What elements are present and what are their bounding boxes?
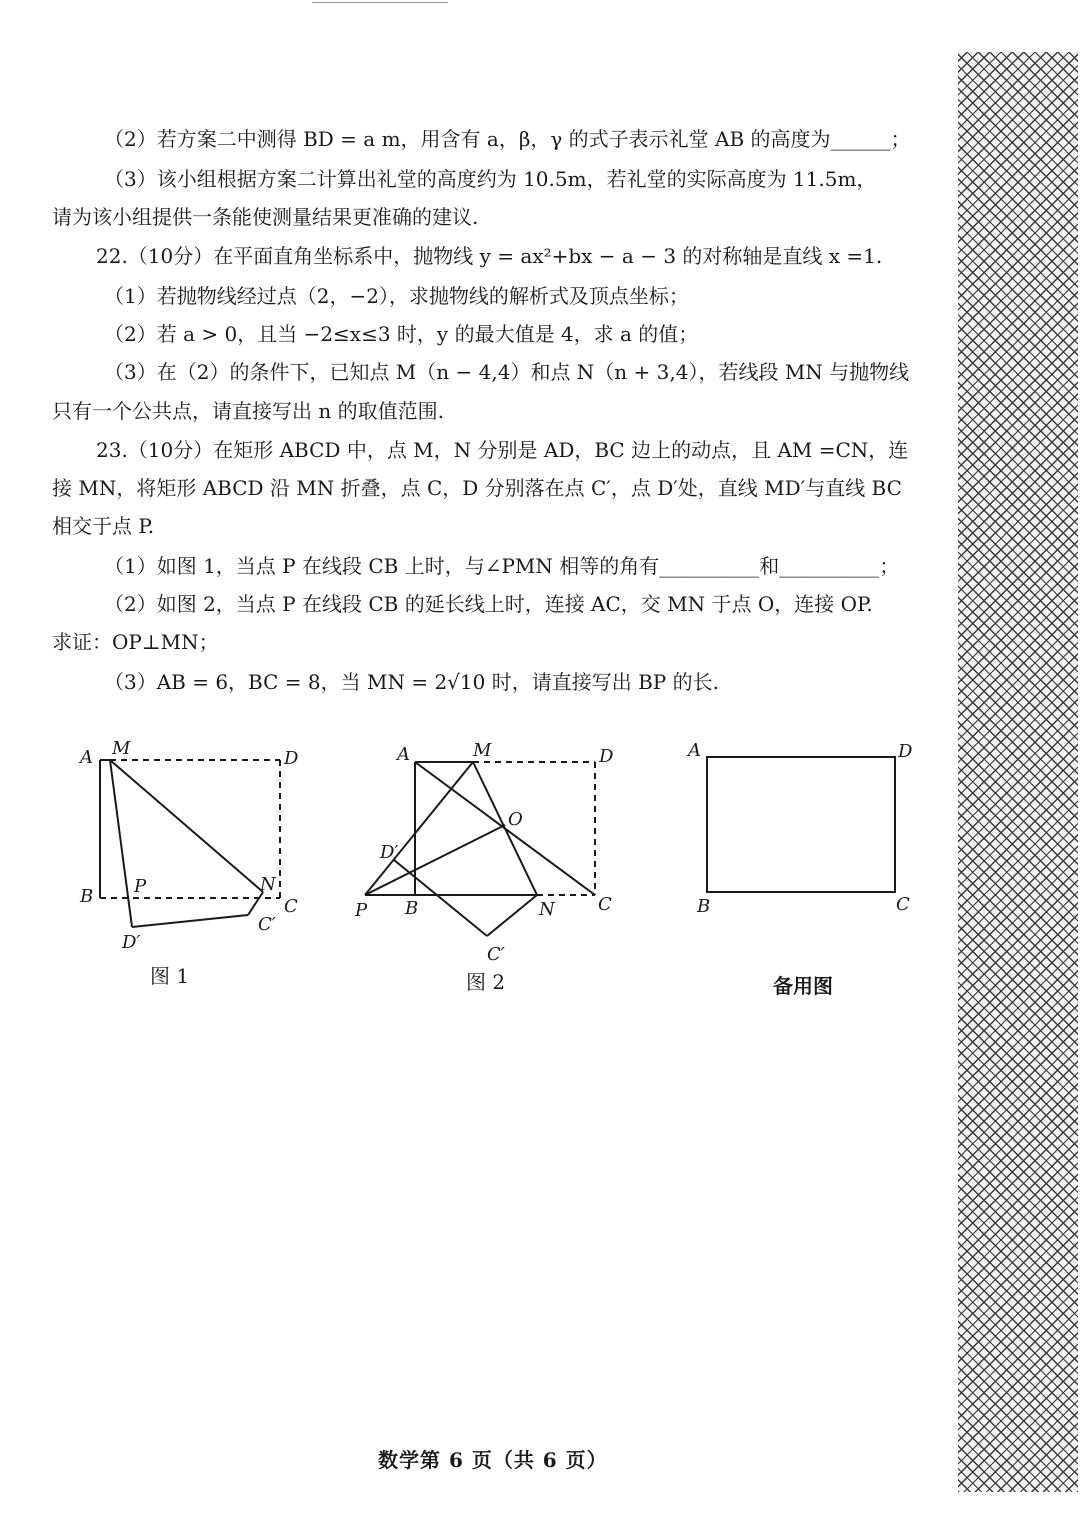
fig3-label-D: D <box>898 741 913 762</box>
fig3-label-B: B <box>697 896 711 917</box>
fig2-label-B: B <box>405 898 419 919</box>
q23-stem-line3: 相交于点 P. <box>52 514 155 538</box>
q23-part2-line1: （2）如图 2，当点 P 在线段 CB 的延长线上时，连接 AC，交 MN 于点 O，连接 OP. <box>104 592 873 616</box>
q21-part3-line2: 请为该小组提供一条能使测量结果更准确的建议. <box>52 205 479 229</box>
fig2-label-N: N <box>539 899 555 920</box>
fig1-label-A: A <box>80 747 93 768</box>
fig1-edge-DpCp <box>132 915 248 927</box>
q22-part3-line2: 只有一个公共点，请直接写出 n 的取值范围. <box>52 399 444 423</box>
fig3-label-A: A <box>688 740 701 761</box>
figure-1-diagram <box>70 730 320 960</box>
fig2-edge-MP <box>365 762 473 895</box>
top-rule <box>312 2 448 3</box>
fig3-label-C: C <box>896 894 910 915</box>
q22-part3-line1: （3）在（2）的条件下，已知点 M（n − 4,4）和点 N（n + 3,4），若线段 MN 与抛物线 <box>104 360 910 384</box>
binding-margin-hatch <box>958 52 1078 1492</box>
fig2-label-A: A <box>397 744 410 765</box>
fig1-label-Dp: D′ <box>122 932 141 953</box>
q22-stem: 22.（10分）在平面直角坐标系中，抛物线 y = ax²+bx − a − 3 的对称轴是直线 x =1. <box>96 244 883 268</box>
fig2-label-Cp: C′ <box>487 944 505 965</box>
figure-backup <box>680 730 930 934</box>
fig2-label-P: P <box>355 900 368 921</box>
figure-2-diagram <box>345 730 635 970</box>
q23-part2-line2: 求证：OP⊥MN； <box>52 630 219 654</box>
figure-1 <box>70 730 320 964</box>
fig2-edge-MN <box>473 762 537 895</box>
fig1-label-D: D <box>284 748 299 769</box>
page-footer: 数学第 6 页（共 6 页） <box>378 1448 608 1472</box>
fig2-label-Dp: D′ <box>380 842 399 863</box>
fig1-label-N: N <box>260 874 276 895</box>
fig1-edge-CpN <box>248 892 263 915</box>
figure-backup-diagram <box>680 730 930 930</box>
fig1-label-Cp: C′ <box>258 914 276 935</box>
figure-2-caption: 图 2 <box>466 970 506 994</box>
q21-part2: （2）若方案二中测得 BD = a m，用含有 a，β，γ 的式子表示礼堂 AB 的高度为______； <box>104 127 911 151</box>
fig1-label-C: C <box>284 896 298 917</box>
fig1-edge-MDp <box>110 760 132 927</box>
q23-part1: （1）如图 1，当点 P 在线段 CB 上时，与∠PMN 相等的角有__________和__________； <box>104 554 900 578</box>
fig1-label-B: B <box>80 886 94 907</box>
figure-1-caption: 图 1 <box>150 964 190 988</box>
q23-stem-line2: 接 MN，将矩形 ABCD 沿 MN 折叠，点 C，D 分别落在点 C′，点 D′处，直线 MD′与直线 BC <box>52 476 902 500</box>
fig1-edge-MN <box>110 760 263 892</box>
fig1-label-P: P <box>134 876 147 897</box>
fig2-edge-CpN <box>487 895 537 936</box>
q23-part3: （3）AB = 6，BC = 8，当 MN = 2√10 时，请直接写出 BP 的长. <box>104 670 719 694</box>
q21-part3-line1: （3）该小组根据方案二计算出礼堂的高度约为 10.5m，若礼堂的实际高度为 11.5m， <box>104 167 877 191</box>
figure-backup-caption: 备用图 <box>773 974 833 998</box>
fig2-label-O: O <box>508 809 523 830</box>
fig3-rectangle-ABCD <box>707 757 895 892</box>
q22-part2: （2）若 a > 0，且当 −2≤x≤3 时，y 的最大值是 4，求 a 的值； <box>104 322 699 346</box>
fig2-label-C: C <box>598 894 612 915</box>
fig2-label-M: M <box>473 740 492 761</box>
q23-stem-line1: 23.（10分）在矩形 ABCD 中，点 M，N 分别是 AD，BC 边上的动点，且 AM =CN，连 <box>96 438 909 462</box>
figure-2 <box>345 730 635 974</box>
fig1-label-M: M <box>112 738 131 759</box>
q22-part1: （1）若抛物线经过点（2，−2），求抛物线的解析式及顶点坐标； <box>104 284 689 308</box>
fig2-label-D: D <box>599 746 614 767</box>
